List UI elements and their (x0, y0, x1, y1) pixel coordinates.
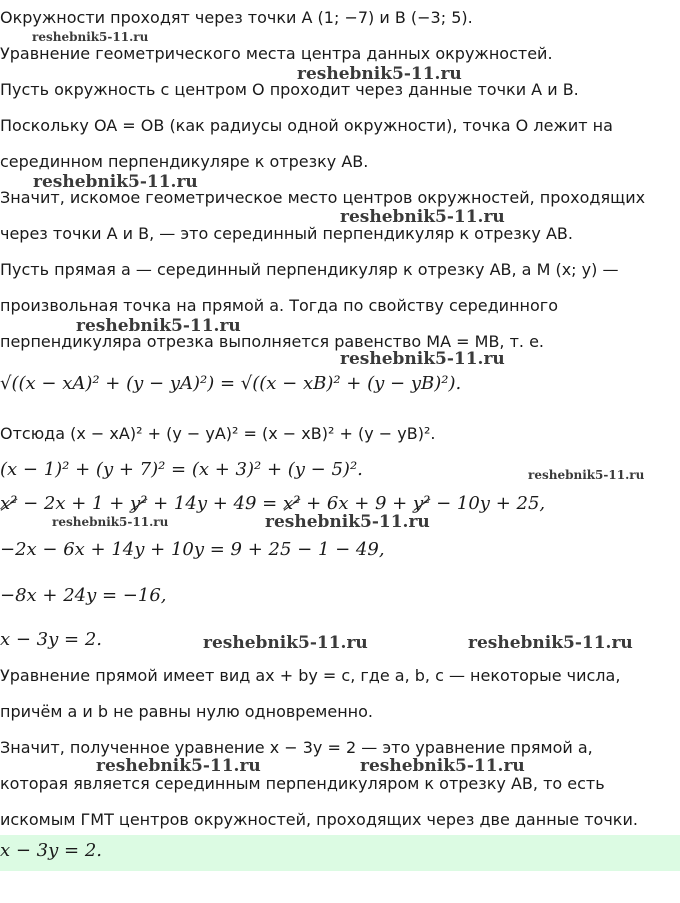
text-line: Уравнение прямой имеет вид ax + by = c, где a, b, c — некоторые числа, (0, 666, 621, 685)
cancelled-term: x² (0, 493, 18, 514)
cancelled-term: y² (412, 493, 431, 514)
text-line: Пусть окружность с центром O проходит через данные точки A и B. (0, 80, 579, 99)
equation-sqrt: √((x − xA)² + (y − yA)²) = √((x − xB)² + (y − yB)²). (0, 373, 462, 394)
watermark: reshebnik5-11.ru (32, 30, 149, 44)
watermark: reshebnik5-11.ru (468, 633, 633, 653)
equation-line: Отсюда (x − xA)² + (y − yA)² = (x − xB)² + (y − yB)². (0, 424, 436, 443)
text-line: серединном перпендикуляре к отрезку AB. (0, 152, 369, 171)
text-line: Поскольку OA = OB (как радиусы одной окружности), точка O лежит на (0, 116, 613, 135)
equation-cancelled: x² − 2x + 1 + y² + 14y + 49 = x² + 6x + 9 + y² − 10y + 25, (0, 493, 546, 514)
watermark: reshebnik5-11.ru (528, 468, 645, 482)
watermark: reshebnik5-11.ru (340, 349, 505, 369)
watermark: reshebnik5-11.ru (265, 512, 430, 532)
equation-line: (x − 1)² + (y + 7)² = (x + 3)² + (y − 5)². (0, 459, 363, 480)
watermark: reshebnik5-11.ru (52, 515, 169, 529)
text-line: причём a и b не равны нулю одновременно. (0, 702, 373, 721)
answer-text: x − 3y = 2. (0, 840, 102, 861)
text-line: Значит, искомое геометрическое место центров окружностей, проходящих (0, 188, 646, 207)
text-line: которая является серединным перпендикуляром к отрезку AB, то есть (0, 774, 605, 793)
text-line: Окружности проходят через точки A (1; −7) и B (−3; 5). (0, 8, 473, 27)
watermark: reshebnik5-11.ru (297, 64, 462, 84)
equation-line: x − 3y = 2. (0, 629, 102, 650)
text-line: через точки A и B, — это серединный перпендикуляр к отрезку AB. (0, 224, 573, 243)
text-line: Значит, полученное уравнение x − 3y = 2 — это уравнение прямой a, (0, 738, 593, 757)
watermark: reshebnik5-11.ru (76, 316, 241, 336)
watermark: reshebnik5-11.ru (360, 756, 525, 776)
cancelled-term: y² (130, 493, 148, 514)
answer-box (0, 835, 680, 871)
text-line: Пусть прямая a — серединный перпендикуляр к отрезку AB, а M (x; y) — (0, 260, 619, 279)
watermark: reshebnik5-11.ru (340, 207, 505, 227)
text-line: искомым ГМТ центров окружностей, проходящих через две данные точки. (0, 810, 638, 829)
equation-line: −8x + 24y = −16, (0, 585, 167, 606)
equation-line: −2x − 6x + 14y + 10y = 9 + 25 − 1 − 49, (0, 539, 385, 560)
watermark: reshebnik5-11.ru (33, 172, 198, 192)
text-line: произвольная точка на прямой a. Тогда по свойству серединного (0, 296, 558, 315)
text-line: Уравнение геометрического места центра данных окружностей. (0, 44, 553, 63)
text-line: перпендикуляра отрезка выполняется равенство MA = MB, т. е. (0, 332, 545, 351)
cancelled-term: x² (282, 493, 301, 514)
watermark: reshebnik5-11.ru (203, 633, 368, 653)
watermark: reshebnik5-11.ru (96, 756, 261, 776)
